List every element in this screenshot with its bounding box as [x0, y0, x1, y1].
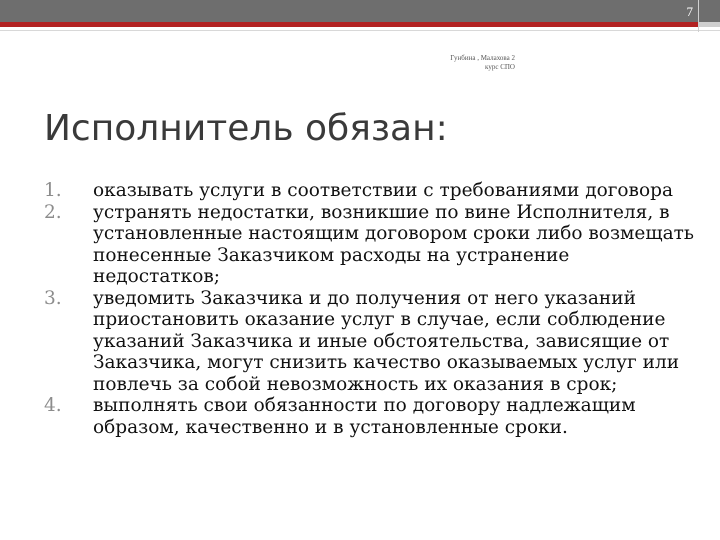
list-item-number: 4.	[44, 395, 62, 416]
author-note	[420, 54, 515, 72]
header-accent-stripe	[0, 22, 698, 27]
author-note-line1: Гунбина , Малахова 2	[450, 54, 515, 62]
list-item-text: выполнять свои обязанности по договору надлежащим образом, качественно и в установленные сроки.	[93, 395, 636, 438]
list-item	[44, 202, 694, 288]
slide-title: Исполнитель обязан:	[44, 108, 448, 149]
corner-divider	[698, 0, 699, 32]
list-item-number: 3.	[44, 287, 62, 309]
slide-number: 7	[686, 4, 693, 19]
list-item-number: 1.	[44, 180, 62, 201]
list-item	[44, 288, 694, 396]
list-item-number: 2.	[44, 201, 62, 223]
list-item-text: оказывать услуги в соответствии с требованиями договора	[93, 180, 673, 201]
header-divider	[0, 30, 720, 31]
list-item	[44, 395, 694, 438]
header-accent-stripe-end	[698, 22, 720, 27]
list-item-text: устранять недостатки, возникшие по вине Исполнителя, в установленные настоящим договором сроки либо возмещать понесенные Заказчиком расходы на устранение недостатков;	[93, 201, 694, 287]
author-note-line2: курс СПО	[485, 63, 515, 71]
list-item-text: уведомить Заказчика и до получения от него указаний приостановить оказание услуг в случае, если соблюдение указаний Заказчика и иные обстоятельства, зависящие от Заказчика, могут снизить качество оказываемых услуг или повлечь за собой невозможность их оказания в срок;	[93, 287, 680, 395]
list-item	[44, 180, 694, 202]
duty-list	[44, 180, 694, 438]
header-bar	[0, 0, 720, 22]
